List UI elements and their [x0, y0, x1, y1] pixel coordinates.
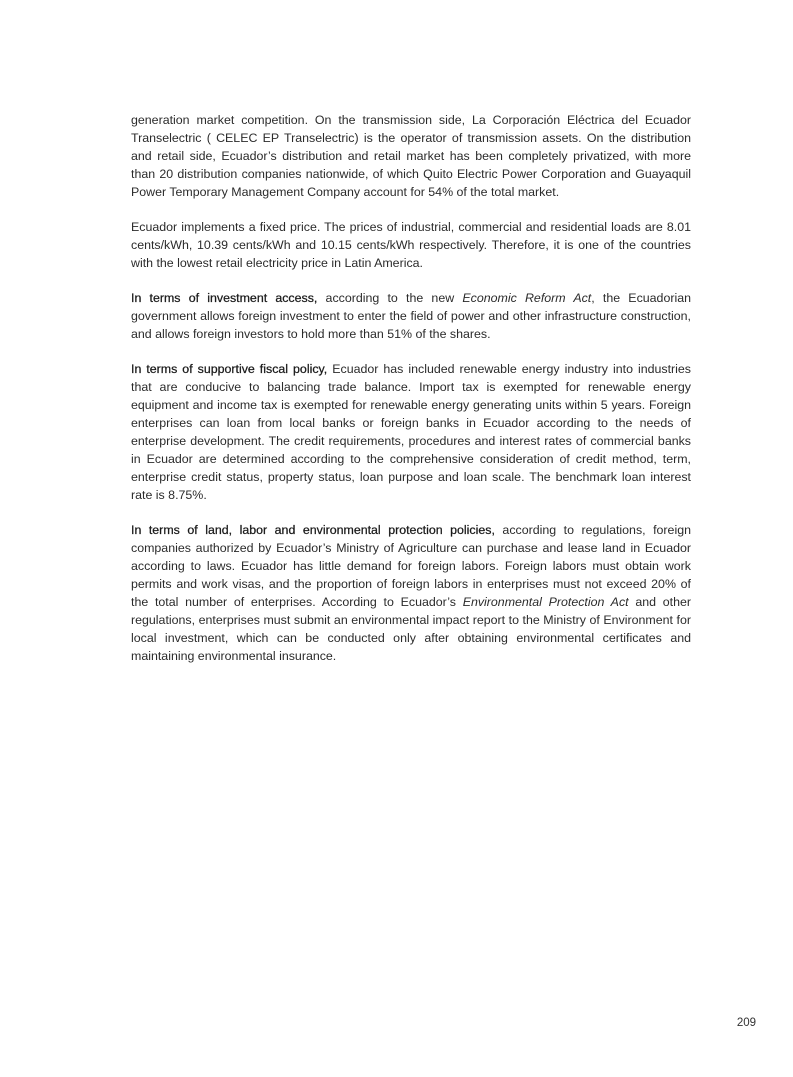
paragraph-text: and other regulations, enterprises must submit an environmental impact report to the Ministry of Environment for local investment, which can be conducted only after obtaining environmental certificates and maintaining environmental insurance.	[131, 595, 691, 663]
paragraph-text: , the Ecuadorian government allows foreign investment to enter the field of power and other infrastructure construction, and allows foreign investors to hold more than 51% of the shares.	[131, 291, 691, 341]
paragraph-land-labor-environment	[131, 521, 691, 665]
page-number: 209	[736, 1017, 756, 1029]
paragraph-text: generation market competition. On the transmission side, La Corporación Eléctrica del Ecuador Transelectric ( CELEC EP Transelectric) is the operator of transmission assets. On the distribution and retail side, Ecuador’s distribution and retail market has been completely privatized, with more than 20 distribution companies nationwide, of which Quito Electric Power Corporation and Guayaquil Power Temporary Management Company account for 54% of the total market.	[131, 113, 691, 199]
paragraph-fixed-price	[131, 218, 691, 272]
paragraph-investment-access	[131, 289, 691, 343]
paragraph-lead: In terms of land, labor and environmental protection policies,	[131, 523, 495, 537]
paragraph-market-structure	[131, 111, 691, 201]
paragraph-text: Ecuador implements a fixed price. The prices of industrial, commercial and residential loads are 8.01 cents/kWh, 10.39 cents/kWh and 10.15 cents/kWh respectively. Therefore, it is one of the countries with the lowest retail electricity price in Latin America.	[131, 220, 691, 270]
act-title: Environmental Protection Act	[462, 595, 629, 609]
paragraph-text: according to the new	[317, 291, 463, 305]
paragraph-lead: In terms of investment access,	[131, 291, 318, 305]
paragraph-lead: In terms of supportive fiscal policy,	[131, 362, 328, 376]
paragraph-text: Ecuador has included renewable energy industry into industries that are conducive to balancing trade balance. Import tax is exempted for renewable energy equipment and income tax is exempted for renewable energy generating units within 5 years. Foreign enterprises can loan from local banks or foreign banks in Ecuador according to the needs of enterprise development. The credit requirements, procedures and interest rates of commercial banks in Ecuador are determined according to the comprehensive consideration of credit method, term, enterprise credit status, property status, loan purpose and loan scale. The benchmark loan interest rate is 8.75%.	[131, 362, 691, 502]
body-text	[131, 111, 691, 682]
paragraph-text: according to regulations, foreign companies authorized by Ecuador’s Ministry of Agriculture can purchase and lease land in Ecuador according to laws. Ecuador has little demand for foreign labors. Foreign labors must obtain work permits and work visas, and the proportion of foreign labors in enterprises must not exceed 20% of the total number of enterprises. According to Ecuador’s	[131, 523, 691, 609]
paragraph-fiscal-policy	[131, 360, 691, 504]
act-title: Economic Reform Act	[462, 291, 592, 305]
